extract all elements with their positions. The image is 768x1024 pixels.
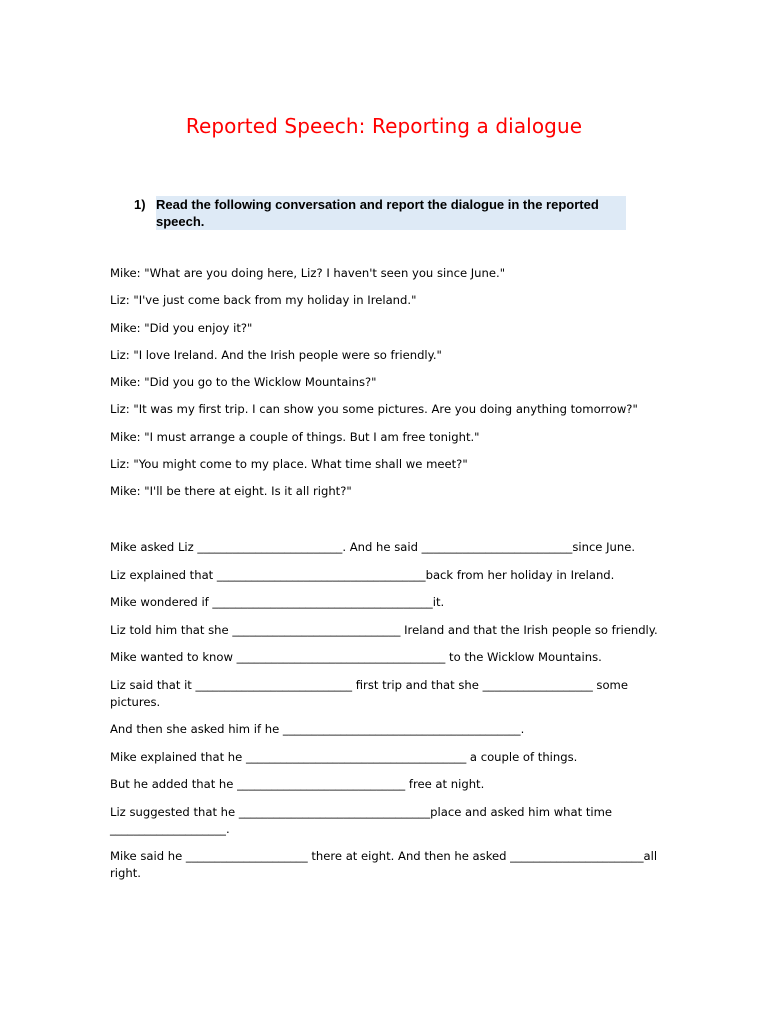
instruction-number: 1) xyxy=(134,197,146,212)
exercise-item: Mike said he _____________________ there at eight. And then he asked _______________________all right. xyxy=(110,849,658,880)
dialogue-line: Mike: "I must arrange a couple of things. But I am free tonight." xyxy=(110,429,480,444)
dialogue-line: Liz: "It was my first trip. I can show you some pictures. Are you doing anything tomorrow?" xyxy=(110,402,638,417)
exercise-item: But he added that he _____________________________ free at night. xyxy=(110,777,485,791)
dialogue-line: Liz: "I love Ireland. And the Irish people were so friendly." xyxy=(110,347,442,362)
dialogue xyxy=(110,265,670,511)
exercise-item: Mike wanted to know ____________________________________ to the Wicklow Mountains. xyxy=(110,650,602,664)
exercise-item: Mike asked Liz _________________________. And he said __________________________since June. xyxy=(110,540,636,554)
exercise-item: Liz told him that she _____________________________ Ireland and that the Irish people so friendly. xyxy=(110,622,658,637)
dialogue-line: Mike: "What are you doing here, Liz? I haven't seen you since June." xyxy=(110,266,506,280)
dialogue-line: Mike: "Did you enjoy it?" xyxy=(110,320,253,335)
exercise-item: Liz said that it ___________________________ first trip and that she ___________________ some pictures. xyxy=(110,677,628,709)
dialogue-line: Mike: "Did you go to the Wicklow Mountains?" xyxy=(110,375,377,390)
exercise-item: Mike explained that he ______________________________________ a couple of things. xyxy=(110,749,578,764)
exercise-item: Liz explained that ____________________________________back from her holiday in Ireland. xyxy=(110,567,615,582)
exercise-item: Liz suggested that he _________________________________place and asked him what time ____________________. xyxy=(110,804,613,836)
page-title: Reported Speech: Reporting a dialogue xyxy=(185,114,583,138)
dialogue-line: Mike: "I'll be there at eight. Is it all right?" xyxy=(110,484,352,499)
fill-in-exercise xyxy=(110,539,670,893)
dialogue-line: Liz: "I've just come back from my holiday in Ireland." xyxy=(110,293,417,308)
dialogue-line: Liz: "You might come to my place. What time shall we meet?" xyxy=(110,457,468,472)
exercise-item: And then she asked him if he _________________________________________. xyxy=(110,722,525,736)
exercise-item: Mike wondered if ______________________________________it. xyxy=(110,595,445,609)
instruction-text: Read the following conversation and report the dialogue in the reported speech. xyxy=(156,196,626,230)
